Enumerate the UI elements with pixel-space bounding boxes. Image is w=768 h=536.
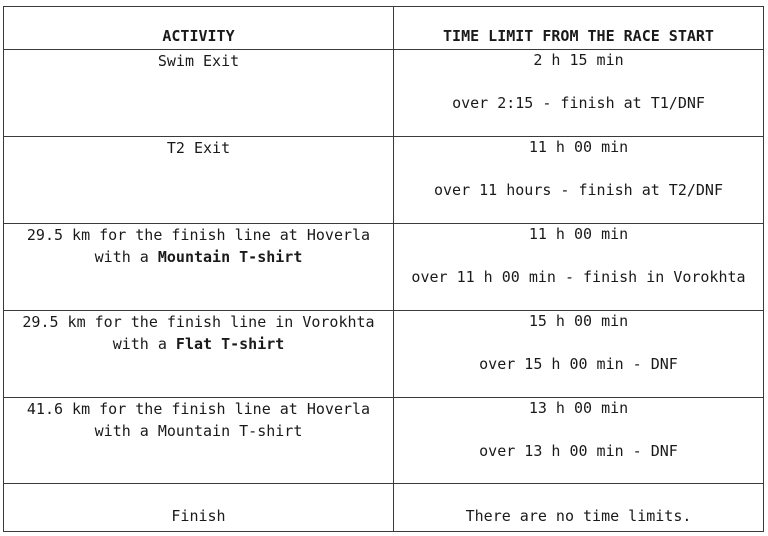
table-row [4, 398, 764, 484]
activity-cell [4, 398, 394, 484]
activity-line-1: 29.5 km for the finish line at Hoverla [26, 226, 371, 244]
limit-cell [394, 50, 764, 137]
activity-line-2-bold: Mountain T-shirt [157, 248, 303, 266]
limit-value: 15 h 00 min [528, 312, 629, 330]
limit-note: over 11 hours - finish at T2/DNF [434, 181, 723, 199]
table-header-row [4, 7, 764, 50]
activity-text: Swim Exit [157, 52, 240, 70]
limit-cell [394, 224, 764, 311]
limit-value: 2 h 15 min [533, 51, 624, 69]
table-row [4, 137, 764, 224]
limit-cell [394, 311, 764, 398]
header-activity: ACTIVITY [4, 7, 394, 50]
activity-line-1: 41.6 km for the finish line at Hoverla [26, 400, 371, 418]
table-row [4, 484, 764, 532]
limit-note: over 15 h 00 min - DNF [479, 355, 678, 373]
activity-text: Finish [171, 507, 226, 525]
table-row [4, 50, 764, 137]
header-time-limit: TIME LIMIT FROM THE RACE START [394, 7, 764, 50]
activity-line-2-prefix: with a [94, 248, 158, 266]
activity-line-2-prefix: with a [112, 335, 176, 353]
limit-note: over 11 h 00 min - finish in Vorokhta [411, 268, 746, 286]
limit-value: 11 h 00 min [528, 138, 629, 156]
limit-value: There are no time limits. [465, 507, 692, 525]
table-row [4, 224, 764, 311]
limit-value: 13 h 00 min [528, 399, 629, 417]
activity-cell [4, 484, 394, 532]
activity-cell [4, 311, 394, 398]
time-limits-table [3, 6, 764, 532]
limit-cell [394, 137, 764, 224]
table-row [4, 311, 764, 398]
limit-cell [394, 484, 764, 532]
limit-value: 11 h 00 min [528, 225, 629, 243]
limit-note: over 2:15 - finish at T1/DNF [452, 94, 705, 112]
limit-note: over 13 h 00 min - DNF [479, 442, 678, 460]
activity-line-1: 29.5 km for the finish line in Vorokhta [22, 313, 375, 331]
activity-line-2-bold: Flat T-shirt [175, 335, 285, 353]
activity-cell [4, 50, 394, 137]
activity-cell [4, 137, 394, 224]
activity-text: T2 Exit [166, 139, 231, 157]
limit-cell [394, 398, 764, 484]
activity-line-2: with a Mountain T-shirt [94, 422, 303, 440]
activity-cell [4, 224, 394, 311]
